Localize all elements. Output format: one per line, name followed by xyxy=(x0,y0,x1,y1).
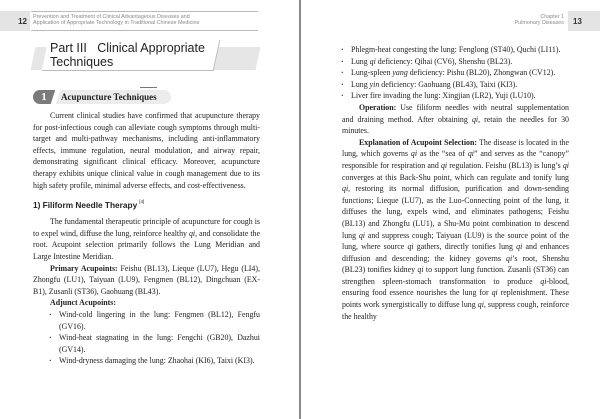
text-segment: gathers, directly tonifies lung xyxy=(413,242,517,252)
text-segment: and suppress cough; Taiyuan (LU9) is the source point of the lung, where source xyxy=(342,230,569,252)
text-segment: to support lung function. Zusanli (ST36) can strengthen spleen-stomach transformation to produce xyxy=(342,265,570,286)
chapter-label: Chapter 1 xyxy=(540,14,564,20)
text-segment: -blood, ensuring food essence nourishes the lung for xyxy=(342,276,569,298)
part-title xyxy=(50,41,205,69)
qi-term: qi xyxy=(440,160,448,170)
text-segment: regulation. Feishu (BL13) is lung’s xyxy=(447,160,563,170)
book-title-line-1: Prevention and Treatment of Clinical Advantageous Diseases and xyxy=(33,14,190,20)
text-segment: as the “sea of xyxy=(417,149,468,159)
left-body-text xyxy=(33,110,260,367)
qi-term: qi xyxy=(410,149,418,159)
adjunct-acupoints-heading xyxy=(33,297,260,309)
primary-acupoints-text: Feishu (BL13), Lieque (LU7), Hegu (LI4), Zhongfu (LU1), Taiyuan (LU9), Fengmen (BL12), Dingchuan (EX-B1), Zusanli (ST36), Gaohuang (BL43). xyxy=(33,263,260,296)
chapter-header xyxy=(515,11,568,31)
text-segment: replenishment. These points work synergistically to diffuse lung xyxy=(342,288,569,310)
qi-term: qi xyxy=(358,230,365,240)
text-segment: , suppress cough, reinforce the healthy xyxy=(342,300,569,321)
primary-acupoints-label: Primary Acupoints: xyxy=(50,263,118,273)
intro-paragraph: Current clinical studies have confirmed that acupuncture therapy for post-infectious cough can alleviate cough symptoms through multi-target and multi-pathway mechanisms, including anti-inflammatory effects, immune regulation, neural modulation, and airway repair, demonstrating significant clinical efficacy. Moreover, acupuncture therapy exhibits unique clinical value in cough management due to its high safety profile, minimal adverse effects, and cost-effectiveness. xyxy=(33,111,260,190)
item-text-b: deficiency: Qihai (CV6), Shenshu (BL23). xyxy=(375,56,513,66)
book-title-line-2: Application of Appropriate Technology in Traditional Chinese Medicine xyxy=(33,20,200,27)
item-text-a: Lung-spleen xyxy=(351,68,393,78)
operation-label: Operation: xyxy=(359,102,397,112)
item-text: Phlegm-heat congesting the lung: Fenglong (ST40), Quchi (LI11). xyxy=(351,45,561,54)
qi-term: qi xyxy=(516,242,523,252)
item-text-a: Lung xyxy=(351,56,370,66)
principle-paragraph xyxy=(33,216,260,262)
citation-ref: [4] xyxy=(139,199,145,205)
principle-qi-term: qi xyxy=(188,228,196,238)
operation-text-a: Use filiform needles with neutral supplementation and draining method. After obtaining xyxy=(342,102,569,124)
operation-qi-term: qi xyxy=(471,114,479,124)
item-text-a: Lung xyxy=(351,79,370,89)
principle-text-a: The fundamental therapeutic principle of acupuncture for cough is to expel wind, diffuse the lung, reinforce healthy xyxy=(33,217,260,238)
qi-term: qi xyxy=(342,184,349,194)
text-segment: , restoring its normal diffusion, purification and down-sending functions; Lieque (LU7), as the Luo-Connecting point of the lung, it diffuses the lung, expels wind, and eliminates pathogens; Feishu (BL13) and Zhongfu (LU1), a Shu-Mu point combination to descend lung xyxy=(342,184,569,240)
qi-term: qi xyxy=(477,300,484,310)
item-term: yang xyxy=(392,68,408,78)
page-number-left: 12 xyxy=(0,11,30,31)
adjunct-acupoints-label: Adjunct Acupoints: xyxy=(50,298,116,308)
item-text-b: deficiency: Pishu (BL20), Zhongwan (CV12). xyxy=(407,68,556,78)
text-segment: ’s root, Shenshu (BL23) tonifies kidney xyxy=(342,253,569,275)
part-title-line-1: Part III Clinical Appropriate xyxy=(50,41,205,55)
explanation-label: Explanation of Acupoint Selection: xyxy=(359,137,477,147)
list-item xyxy=(342,44,569,56)
page-number-right: 13 xyxy=(568,11,600,31)
principle-text-b: , and consolidate the root. Acupoint selection primarily follows the Lung Meridian and Large Intestine Meridian. xyxy=(33,228,261,261)
qi-term: qi xyxy=(506,253,513,263)
list-item xyxy=(342,56,569,68)
text-segment: and enhances diffusion and descending; the kidney governs xyxy=(342,242,569,263)
qi-term: qi xyxy=(467,149,474,159)
operation-paragraph xyxy=(342,102,569,137)
list-item: · Wind-heat stagnating in the lung: Fengchi (GB20), Dazhui (GV14). xyxy=(50,332,260,355)
chapter-title: Pulmonary Diseases xyxy=(514,20,564,27)
item-text-b: deficiency: Gaohuang (BL43), Taixi (KI3). xyxy=(379,79,518,89)
operation-text-b: , retain the needles for 30 minutes. xyxy=(342,114,569,136)
section-title: Acupuncture Techniques xyxy=(61,92,157,102)
item-term: qi xyxy=(369,56,376,66)
qi-term: qi xyxy=(562,160,569,170)
list-item: · Wind-dryness damaging the lung: Zhaohai (KI6), Taixi (KI3). xyxy=(50,355,260,367)
list-item: · Wind-cold lingering in the lung: Fengmen (BL12), Fengfu (GV16). xyxy=(50,309,260,332)
list-item xyxy=(342,79,569,91)
explanation-paragraph xyxy=(342,137,569,323)
part-title-banner xyxy=(33,40,258,72)
right-body-text xyxy=(342,44,569,322)
subsection-title: 1) Filiform Needle Therapy xyxy=(33,200,138,211)
text-segment: The disease is located in the lung, which governs xyxy=(342,137,569,159)
section-heading-mark xyxy=(140,87,157,88)
adjunct-list-left xyxy=(50,309,260,367)
text-segment: ” and serves as the “canopy” responsible for respiration and xyxy=(342,149,570,170)
item-text: Liver fire invading the lung: Xingjian (LR2), Yuji (LU10). xyxy=(351,91,536,101)
list-item xyxy=(342,90,569,102)
section-number-badge: 1 xyxy=(33,90,55,104)
qi-term: qi xyxy=(491,288,498,298)
subsection-heading xyxy=(33,196,260,211)
item-term: yin xyxy=(369,79,380,89)
primary-acupoints-paragraph xyxy=(33,263,260,298)
list-item xyxy=(342,67,569,79)
running-header-right xyxy=(515,11,600,31)
qi-term: qi xyxy=(407,242,414,252)
qi-term: qi xyxy=(417,265,424,275)
book-title-header xyxy=(31,11,258,31)
part-title-line-2: Techniques xyxy=(50,55,114,69)
qi-term: qi xyxy=(540,276,547,286)
section-heading xyxy=(33,90,157,104)
running-header-left xyxy=(0,11,258,31)
adjunct-list-right xyxy=(342,44,569,102)
text-segment: converges at this Back-Shu point, which can regulate and tonify lung xyxy=(342,172,569,182)
